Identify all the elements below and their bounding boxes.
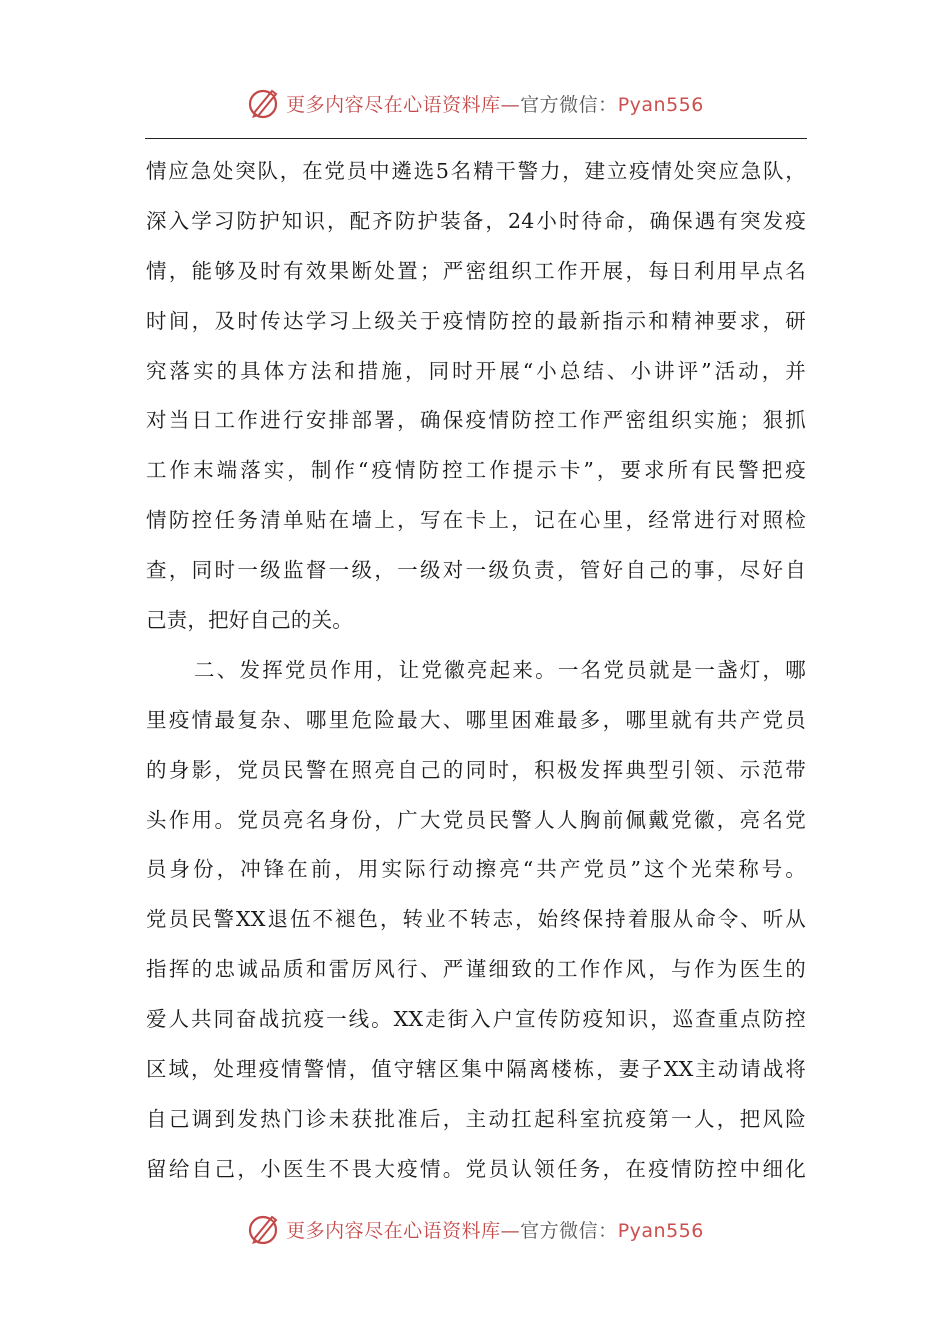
banner-separator: — xyxy=(500,1219,521,1242)
text-line: 的身影，党员民警在照亮自己的同时，积极发挥典型引领、示范带 xyxy=(146,757,806,782)
document-body xyxy=(146,147,806,1195)
text-line: 里疫情最复杂、哪里危险最大、哪里困难最多，哪里就有共产党员 xyxy=(146,707,806,732)
header-rule xyxy=(145,138,807,139)
text-line: 对当日工作进行安排部署，确保疫情防控工作严密组织实施；狠抓 xyxy=(146,408,806,433)
banner-text xyxy=(286,90,704,117)
banner-wechat-id: Pyan556 xyxy=(617,93,704,116)
text-line: 爱人共同奋战抗疫一线。XX走街入户宣传防疫知识，巡查重点防控 xyxy=(146,1007,806,1032)
banner-separator: — xyxy=(500,93,521,116)
text-line: 情，能够及时有效果断处置；严密组织工作开展，每日利用早点名 xyxy=(146,258,806,283)
text-line: 查，同时一级监督一级，一级对一级负责，管好自己的事，尽好自 xyxy=(146,558,806,583)
text-line: 员身份，冲锋在前，用实际行动擦亮“共产党员”这个光荣称号。 xyxy=(146,857,806,882)
text-line: 指挥的忠诚品质和雷厉风行、严谨细致的工作作风，与作为医生的 xyxy=(146,957,806,982)
banner-wechat-id: Pyan556 xyxy=(617,1219,704,1242)
text-line: 情防控任务清单贴在墙上，写在卡上，记在心里，经常进行对照检 xyxy=(146,508,806,533)
footer-banner xyxy=(0,1207,950,1251)
text-line: 留给自己，小医生不畏大疫情。党员认领任务，在疫情防控中细化 xyxy=(146,1156,806,1181)
text-line: 情应急处突队，在党员中遴选5名精干警力，建立疫情处突应急队， xyxy=(146,159,806,183)
text-line: 自己调到发热门诊未获批准后，主动扛起科室抗疫第一人，把风险 xyxy=(146,1106,806,1131)
text-line: 己责，把好自己的关。 xyxy=(146,608,353,633)
text-line: 头作用。党员亮名身份，广大党员民警人人胸前佩戴党徽，亮名党 xyxy=(146,807,806,832)
text-line: 区域，处理疫情警情，值守辖区集中隔离楼栋，妻子XX主动请战将 xyxy=(146,1057,806,1082)
text-line: 党员民警XX退伍不褪色，转业不转志，始终保持着服从命令、听从 xyxy=(146,907,806,932)
section-two-heading-line: 二、发挥党员作用，让党徽亮起来。一名党员就是一盏灯，哪 xyxy=(194,657,806,682)
pen-logo-icon xyxy=(246,85,282,121)
text-line: 工作末端落实，制作“疫情防控工作提示卡”，要求所有民警把疫 xyxy=(146,458,806,483)
pen-logo-icon xyxy=(246,1211,282,1247)
banner-label: 官方微信： xyxy=(520,93,618,116)
banner-brand: 更多内容尽在心语资料库 xyxy=(286,1219,501,1242)
banner-text xyxy=(286,1216,704,1243)
header-banner xyxy=(0,81,950,125)
banner-label: 官方微信： xyxy=(520,1219,618,1242)
text-line: 深入学习防护知识，配齐防护装备，24小时待命，确保遇有突发疫 xyxy=(146,208,806,233)
text-line: 时间，及时传达学习上级关于疫情防控的最新指示和精神要求，研 xyxy=(146,308,806,333)
text-line: 究落实的具体方法和措施，同时开展“小总结、小讲评”活动，并 xyxy=(146,358,806,383)
banner-brand: 更多内容尽在心语资料库 xyxy=(286,93,501,116)
